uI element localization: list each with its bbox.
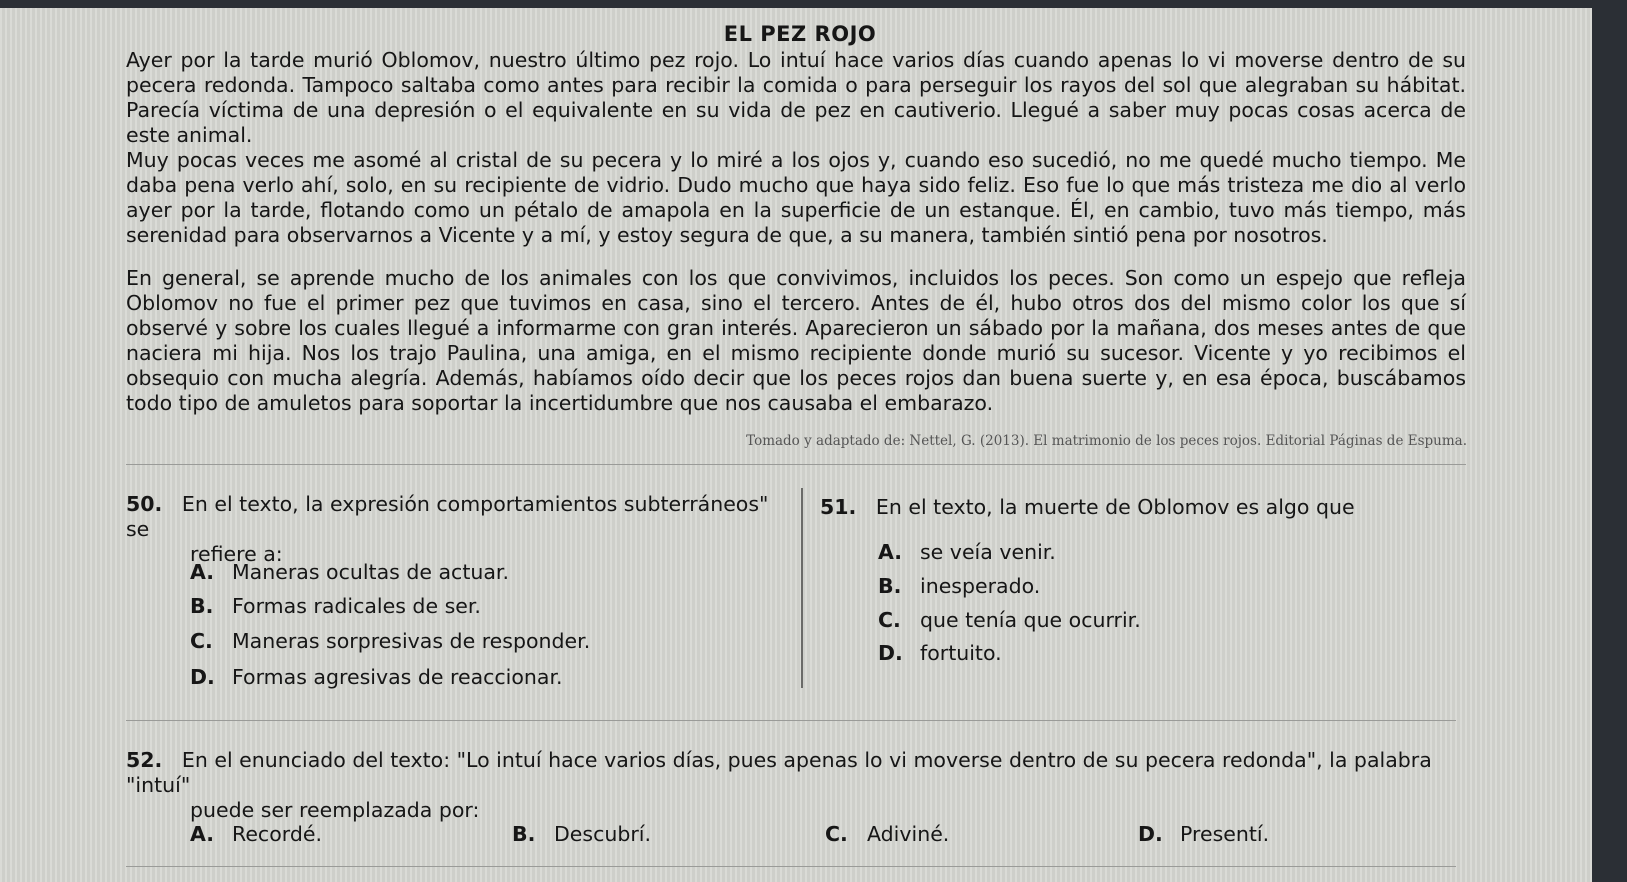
question-stem: En el texto, la expresión comportamientos subterráneos" se xyxy=(126,492,769,541)
option-text: Formas agresivas de reaccionar. xyxy=(232,665,563,689)
option-letter: D. xyxy=(1138,822,1163,846)
option-letter: B. xyxy=(190,594,214,618)
option-51-a[interactable] xyxy=(878,540,1056,565)
question-50 xyxy=(126,492,786,567)
option-text: Recordé. xyxy=(232,822,322,846)
option-letter: C. xyxy=(190,629,213,653)
question-number: 50. xyxy=(126,492,163,516)
question-52 xyxy=(126,748,1466,823)
question-stem-continued: refiere a: xyxy=(190,542,283,566)
option-52-b[interactable] xyxy=(512,822,651,847)
question-stem-continued: puede ser reemplazada por: xyxy=(190,798,480,822)
exam-page xyxy=(0,8,1592,882)
option-text: Adiviné. xyxy=(867,822,950,846)
option-letter: D. xyxy=(190,665,215,689)
question-stem: En el texto, la muerte de Oblomov es algo que xyxy=(875,495,1355,519)
option-text: Maneras sorpresivas de responder. xyxy=(232,629,591,653)
question-number: 51. xyxy=(820,495,857,519)
option-50-a[interactable] xyxy=(190,560,509,585)
option-52-d[interactable] xyxy=(1138,822,1269,847)
option-letter: C. xyxy=(825,822,848,846)
option-text: Maneras ocultas de actuar. xyxy=(232,560,509,584)
divider xyxy=(126,464,1466,465)
question-stem: En el enunciado del texto: "Lo intuí hace varios días, pues apenas lo vi moverse dentro de su pecera redonda", la palabra "intuí" xyxy=(126,748,1432,797)
option-text: Descubrí. xyxy=(554,822,651,846)
column-divider xyxy=(801,488,803,688)
question-51 xyxy=(820,495,1380,520)
divider xyxy=(126,720,1456,721)
option-51-c[interactable] xyxy=(878,608,1141,633)
paragraph-2: Muy pocas veces me asomé al cristal de su pecera y lo miré a los ojos y, cuando eso sucedió, no me quedé mucho tiempo. Me daba pena verlo ahí, solo, en su recipiente de vidrio. Dudo mucho que haya sido feliz. Eso fue lo que más tristeza me dio al verlo ayer por la tarde, flotando como un pétalo de amapola en la superficie de un estanque. Él, en cambio, tuvo más tiempo, más serenidad para observarnos a Vicente y a mí, y estoy segura de que, a su manera, también sintió pena por nosotros. xyxy=(126,148,1466,247)
option-52-a[interactable] xyxy=(190,822,322,847)
option-text: se veía venir. xyxy=(920,540,1056,564)
option-letter: A. xyxy=(190,822,215,846)
source-citation: Tomado y adaptado de: Nettel, G. (2013). El matrimonio de los peces rojos. Editorial Páginas de Espuma. xyxy=(746,433,1467,449)
option-51-d[interactable] xyxy=(878,641,1002,666)
option-letter: A. xyxy=(878,540,903,564)
option-letter: B. xyxy=(512,822,536,846)
option-letter: D. xyxy=(878,641,903,665)
option-text: Presentí. xyxy=(1180,822,1270,846)
option-50-c[interactable] xyxy=(190,629,590,654)
option-52-c[interactable] xyxy=(825,822,949,847)
question-number: 52. xyxy=(126,748,163,772)
option-text: que tenía que ocurrir. xyxy=(920,608,1141,632)
option-50-b[interactable] xyxy=(190,594,481,619)
option-50-d[interactable] xyxy=(190,665,563,690)
option-letter: C. xyxy=(878,608,901,632)
option-letter: A. xyxy=(190,560,215,584)
option-text: fortuito. xyxy=(920,641,1002,665)
divider xyxy=(126,866,1456,867)
reading-title: EL PEZ ROJO xyxy=(723,22,877,46)
paragraph-1: Ayer por la tarde murió Oblomov, nuestro último pez rojo. Lo intuí hace varios días cuando apenas lo vi moverse dentro de su pecera redonda. Tampoco saltaba como antes para recibir la comida o para perseguir los rayos del sol que alegraban su hábitat. Parecía víctima de una depresión o el equivalente en su vida de pez en cautiverio. Llegué a saber muy pocas cosas acerca de este animal. xyxy=(126,48,1466,147)
option-letter: B. xyxy=(878,574,902,598)
paragraph-3: En general, se aprende mucho de los animales con los que convivimos, incluidos los peces. Son como un espejo que refleja Oblomov no fue el primer pez que tuvimos en casa, sino el tercero. Antes de él, hubo otros dos del mismo color los que sí observé y sobre los cuales llegué a informarme con gran interés. Aparecieron un sábado por la mañana, dos meses antes de que naciera mi hija. Nos los trajo Paulina, una amiga, en el mismo recipiente donde murió su sucesor. Vicente y yo recibimos el obsequio con mucha alegría. Además, habíamos oído decir que los peces rojos dan buena suerte y, en esa época, buscábamos todo tipo de amuletos para soportar la incertidumbre que nos causaba el embarazo. xyxy=(126,266,1466,415)
option-text: Formas radicales de ser. xyxy=(232,594,481,618)
option-51-b[interactable] xyxy=(878,574,1040,599)
option-text: inesperado. xyxy=(920,574,1041,598)
